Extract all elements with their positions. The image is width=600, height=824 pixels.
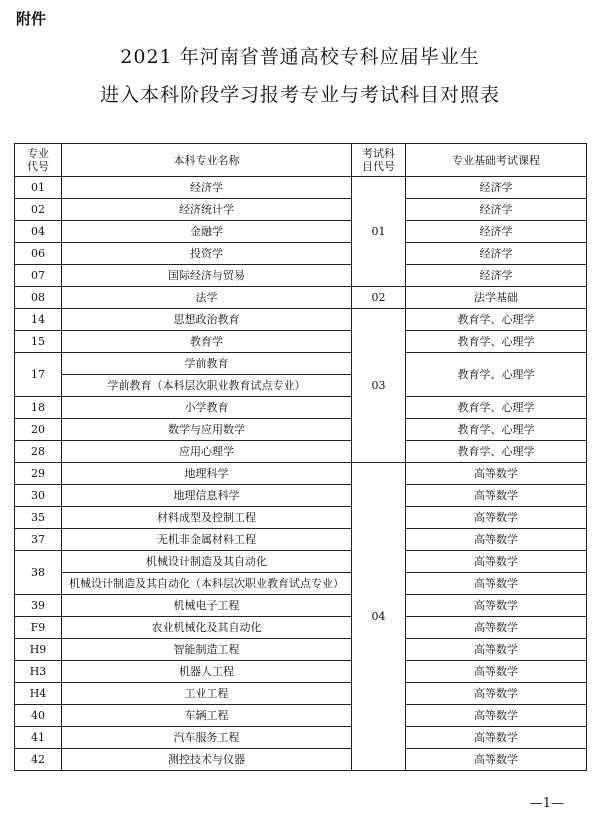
cell-name: 经济统计学: [62, 199, 352, 221]
cell-code: 20: [15, 419, 62, 441]
cell-course: 高等数学: [406, 485, 587, 507]
attachment-label: 附件: [16, 10, 47, 28]
table-row: [15, 507, 587, 529]
cell-code: 29: [15, 463, 62, 485]
cell-code: 18: [15, 397, 62, 419]
cell-name: 法学: [62, 287, 352, 309]
cell-name: 机械设计制造及其自动化（本科层次职业教育试点专业）: [62, 573, 352, 595]
cell-course: 经济学: [406, 221, 587, 243]
cell-course: 高等数学: [406, 683, 587, 705]
cell-code: 37: [15, 529, 62, 551]
cell-course: 教育学、心理学: [406, 353, 587, 397]
cell-code: H3: [15, 661, 62, 683]
cell-name: 材料成型及控制工程: [62, 507, 352, 529]
cell-name: 国际经济与贸易: [62, 265, 352, 287]
cell-course: 高等数学: [406, 551, 587, 573]
cell-name: 数学与应用数学: [62, 419, 352, 441]
table-row: [15, 661, 587, 683]
table-row: [15, 243, 587, 265]
table-row: [15, 177, 587, 199]
cell-name: 测控技术与仪器: [62, 749, 352, 771]
cell-course: 高等数学: [406, 595, 587, 617]
cell-exam-code: 02: [352, 287, 406, 309]
cell-exam-code: 03: [352, 309, 406, 463]
cell-course: 教育学、心理学: [406, 331, 587, 353]
title-line-2: 进入本科阶段学习报考专业与考试科目对照表: [99, 84, 500, 106]
table-row: [15, 705, 587, 727]
cell-name: 地理信息科学: [62, 485, 352, 507]
cell-course: 高等数学: [406, 529, 587, 551]
cell-course: 教育学、心理学: [406, 441, 587, 463]
table-row: [15, 617, 587, 639]
cell-name: 机械设计制造及其自动化: [62, 551, 352, 573]
cell-code: 08: [15, 287, 62, 309]
header-name: 本科专业名称: [62, 144, 352, 177]
table-row: [15, 441, 587, 463]
table-row: [15, 287, 587, 309]
cell-code: 14: [15, 309, 62, 331]
cell-code: 40: [15, 705, 62, 727]
cell-course: 法学基础: [406, 287, 587, 309]
cell-name: 智能制造工程: [62, 639, 352, 661]
cell-course: 教育学、心理学: [406, 309, 587, 331]
cell-code: 41: [15, 727, 62, 749]
table-row: [15, 485, 587, 507]
cell-code: 15: [15, 331, 62, 353]
cell-name: 教育学: [62, 331, 352, 353]
table-row: [15, 727, 587, 749]
cell-name: 机器人工程: [62, 661, 352, 683]
cell-code: 02: [15, 199, 62, 221]
cell-name: 小学教育: [62, 397, 352, 419]
cell-course: 高等数学: [406, 705, 587, 727]
table-row: [15, 683, 587, 705]
cell-course: 经济学: [406, 199, 587, 221]
header-course: 专业基础考试课程: [406, 144, 587, 177]
table-row: [15, 265, 587, 287]
cell-name: 汽车服务工程: [62, 727, 352, 749]
cell-name: 学前教育: [62, 353, 352, 375]
cell-course: 高等数学: [406, 661, 587, 683]
table-row: [15, 397, 587, 419]
cell-course: 高等数学: [406, 727, 587, 749]
cell-code: 42: [15, 749, 62, 771]
cell-code: 17: [15, 353, 62, 397]
cell-name: 工业工程: [62, 683, 352, 705]
cell-code: 01: [15, 177, 62, 199]
cell-course: 经济学: [406, 265, 587, 287]
table-row: [15, 573, 587, 595]
cell-course: 高等数学: [406, 749, 587, 771]
cell-name: 机械电子工程: [62, 595, 352, 617]
table-row: [15, 639, 587, 661]
major-exam-table: [14, 143, 587, 771]
cell-course: 高等数学: [406, 573, 587, 595]
table-row: [15, 309, 587, 331]
cell-code: 06: [15, 243, 62, 265]
table-row: [15, 749, 587, 771]
cell-name: 地理科学: [62, 463, 352, 485]
cell-exam-code: 01: [352, 177, 406, 287]
cell-course: 高等数学: [406, 617, 587, 639]
cell-name: 学前教育（本科层次职业教育试点专业）: [62, 375, 352, 397]
cell-code: F9: [15, 617, 62, 639]
table-row: [15, 595, 587, 617]
cell-name: 车辆工程: [62, 705, 352, 727]
cell-code: 39: [15, 595, 62, 617]
cell-course: 经济学: [406, 177, 587, 199]
page-number: —1—: [529, 796, 564, 811]
cell-course: 高等数学: [406, 639, 587, 661]
cell-name: 金融学: [62, 221, 352, 243]
cell-code: 35: [15, 507, 62, 529]
cell-course: 教育学、心理学: [406, 419, 587, 441]
cell-code: 28: [15, 441, 62, 463]
table-row: [15, 331, 587, 353]
table-row: [15, 353, 587, 375]
cell-code: 38: [15, 551, 62, 595]
table-row: [15, 419, 587, 441]
header-code: 专业 代号: [15, 144, 62, 177]
cell-course: 经济学: [406, 243, 587, 265]
table-row: [15, 199, 587, 221]
table-row: [15, 551, 587, 573]
cell-code: H9: [15, 639, 62, 661]
cell-course: 高等数学: [406, 463, 587, 485]
cell-code: 04: [15, 221, 62, 243]
cell-course: 高等数学: [406, 507, 587, 529]
title-line-1: 2021 年河南省普通高校专科应届毕业生: [120, 46, 480, 68]
table-header-row: [15, 144, 587, 177]
cell-code: H4: [15, 683, 62, 705]
cell-name: 投资学: [62, 243, 352, 265]
table-row: [15, 463, 587, 485]
cell-code: 30: [15, 485, 62, 507]
cell-exam-code: 04: [352, 463, 406, 771]
header-exam-code: 考试科 目代号: [352, 144, 406, 177]
cell-name: 思想政治教育: [62, 309, 352, 331]
cell-name: 应用心理学: [62, 441, 352, 463]
cell-course: 教育学、心理学: [406, 397, 587, 419]
table-row: [15, 221, 587, 243]
cell-name: 农业机械化及其自动化: [62, 617, 352, 639]
cell-name: 无机非金属材料工程: [62, 529, 352, 551]
cell-name: 经济学: [62, 177, 352, 199]
cell-code: 07: [15, 265, 62, 287]
table-row: [15, 529, 587, 551]
